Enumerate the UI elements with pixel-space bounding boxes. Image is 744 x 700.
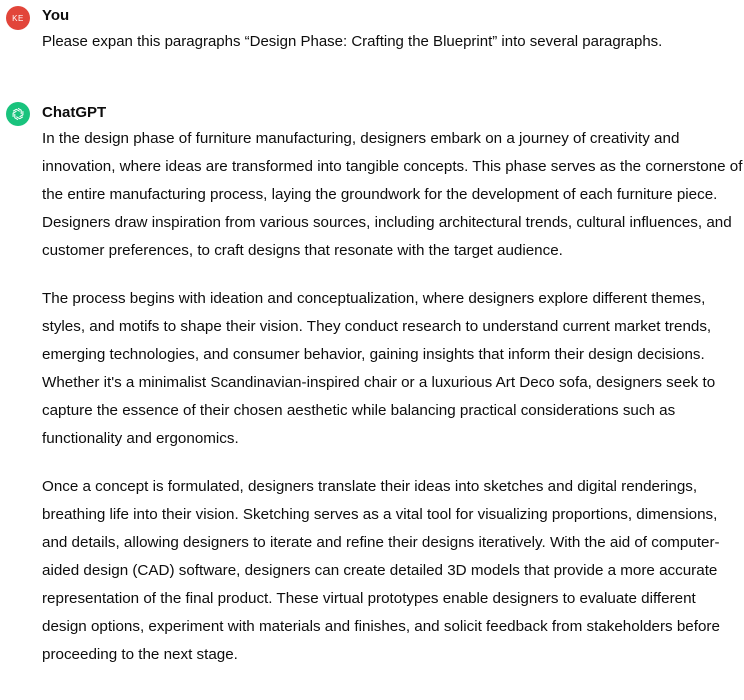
assistant-avatar bbox=[6, 102, 30, 126]
user-message-text: Please expan this paragraphs “Design Phase: Crafting the Blueprint” into several paragraphs. bbox=[42, 33, 663, 50]
user-author-label: You bbox=[42, 7, 70, 24]
assistant-author-label: ChatGPT bbox=[42, 104, 107, 121]
user-avatar-initials: KE bbox=[12, 13, 24, 23]
assistant-paragraph: The process begins with ideation and conceptualization, where designers explore different themes, styles, and motifs to shape their vision. They conduct research to understand current market trends, emerging technologies, and consumer behavior, gaining insights that inform their design decisions. Whether it's a minimalist Scandinavian-inspired chair or a luxurious Art Deco sofa, designers seek to capture the essence of their chosen aesthetic while balancing practical considerations such as functionality and ergonomics. bbox=[42, 290, 716, 447]
assistant-paragraph: Once a concept is formulated, designers translate their ideas into sketches and digital renderings, breathing life into their vision. Sketching serves as a vital tool for visualizing proportions, dimensions, and details, allowing designers to iterate and refine their designs iteratively. With the aid of computer-aided design (CAD) software, designers can create detailed 3D models that provide a more accurate representation of the final product. These virtual prototypes enable designers to evaluate different design options, experiment with materials and finishes, and solicit feedback from stakeholders before proceeding to the next stage. bbox=[42, 478, 720, 663]
assistant-message-body bbox=[42, 125, 744, 669]
user-avatar bbox=[6, 6, 30, 30]
openai-logo-icon bbox=[10, 106, 26, 122]
assistant-paragraph: In the design phase of furniture manufacturing, designers embark on a journey of creativity and innovation, where ideas are transformed into tangible concepts. This phase serves as the cornerstone of the entire manufacturing process, laying the groundwork for the development of each furniture piece. Designers draw inspiration from various sources, including architectural trends, cultural influences, and customer preferences, to craft designs that resonate with the target audience. bbox=[42, 130, 743, 259]
